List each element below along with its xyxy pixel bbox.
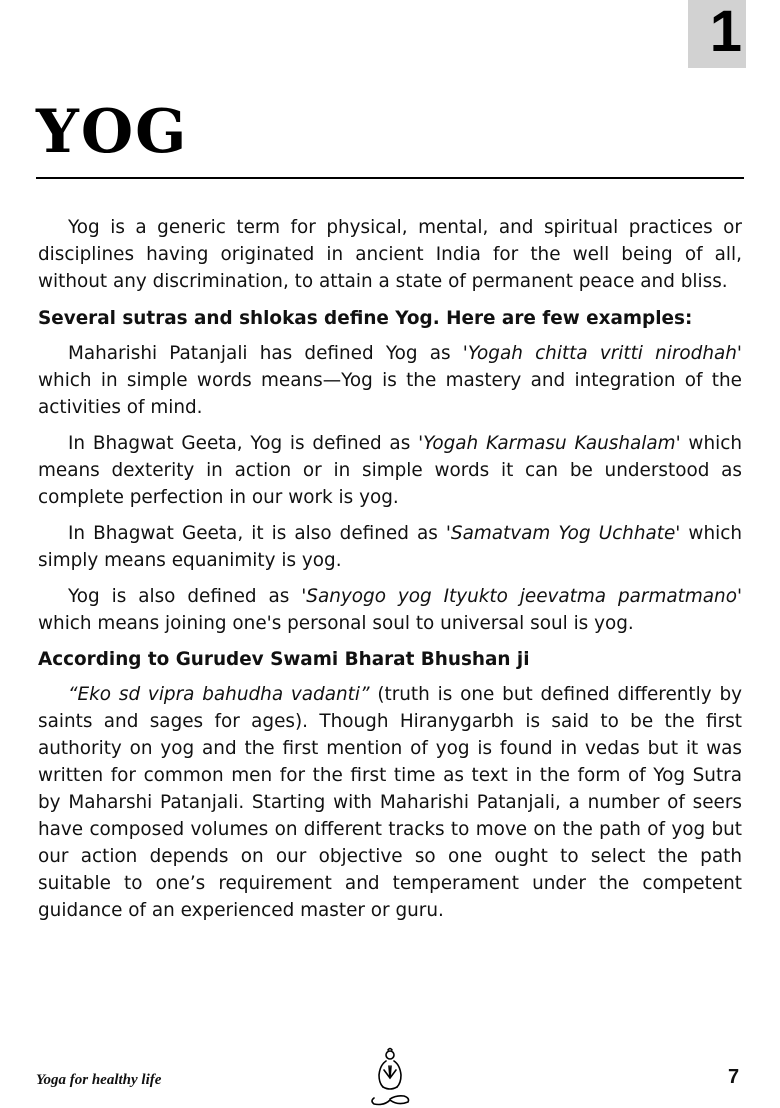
text: Maharishi Patanjali has defined Yog as — [68, 343, 463, 364]
intro-paragraph: Yog is a generic term for physical, mental, and spiritual practices or disciplines having originated in ancient India for the well being of all, without any discrimination, to attain a state of permanent peace and bliss. — [38, 217, 742, 292]
body-text — [38, 214, 742, 933]
definition-paragraph — [38, 520, 742, 574]
sanskrit-quote: 'Yogah chitta vritti nirodhah' — [462, 343, 742, 364]
meditating-figure-icon — [362, 1046, 418, 1106]
text: which means dexterity in action or in simple words it can be understood as complete perfection in our work is yog. — [38, 433, 743, 508]
section-heading-gurudev: According to Gurudev Swami Bharat Bhushan ji — [38, 649, 530, 670]
closing-paragraph — [38, 681, 742, 924]
sanskrit-quote: 'Yogah Karmasu Kaushalam' — [418, 433, 681, 454]
text: (truth is one but defined differently by saints and sages for ages). Though Hiranygarbh is said to be the first authority on yog and the first mention of yog is found in vedas but it was written for common men for the first time as text in the form of Yog Sutra by Maharshi Patanjali. Starting with Maharishi Patanjali, a number of seers have composed volumes on different tracks to move on the path of yog but our action depends on our objective so one ought to select the path suitable to one’s requirement and temperament under the competent guidance of an experienced master or guru. — [38, 684, 743, 921]
footer-book-title: Yoga for healthy life — [36, 1072, 162, 1088]
section-heading-sutras: Several sutras and shlokas define Yog. Here are few examples: — [38, 308, 693, 329]
definition-paragraph — [38, 340, 742, 421]
title-divider — [36, 177, 744, 179]
text: In Bhagwat Geeta, it is also defined as — [68, 523, 446, 544]
text: Yog is also defined as — [68, 586, 302, 607]
text: In Bhagwat Geeta, Yog is defined as — [68, 433, 419, 454]
page-number: 7 — [728, 1066, 740, 1088]
text: which means joining one's personal soul to universal soul is yog. — [38, 613, 634, 634]
definition-paragraph — [38, 583, 742, 637]
sanskrit-quote: 'Sanyogo yog Ityukto jeevatma parmatmano' — [301, 586, 743, 607]
chapter-number-tab — [688, 0, 746, 68]
text: which simply means equanimity is yog. — [38, 523, 743, 571]
text: which in simple words means—Yog is the mastery and integration of the activities of mind. — [38, 370, 742, 418]
sanskrit-quote: 'Samatvam Yog Uchhate' — [445, 523, 681, 544]
definition-paragraph — [38, 430, 742, 511]
sanskrit-quote: “Eko sd vipra bahudha vadanti” — [68, 684, 370, 705]
page-title: YOG — [36, 97, 189, 167]
chapter-number: 1 — [709, 0, 742, 64]
